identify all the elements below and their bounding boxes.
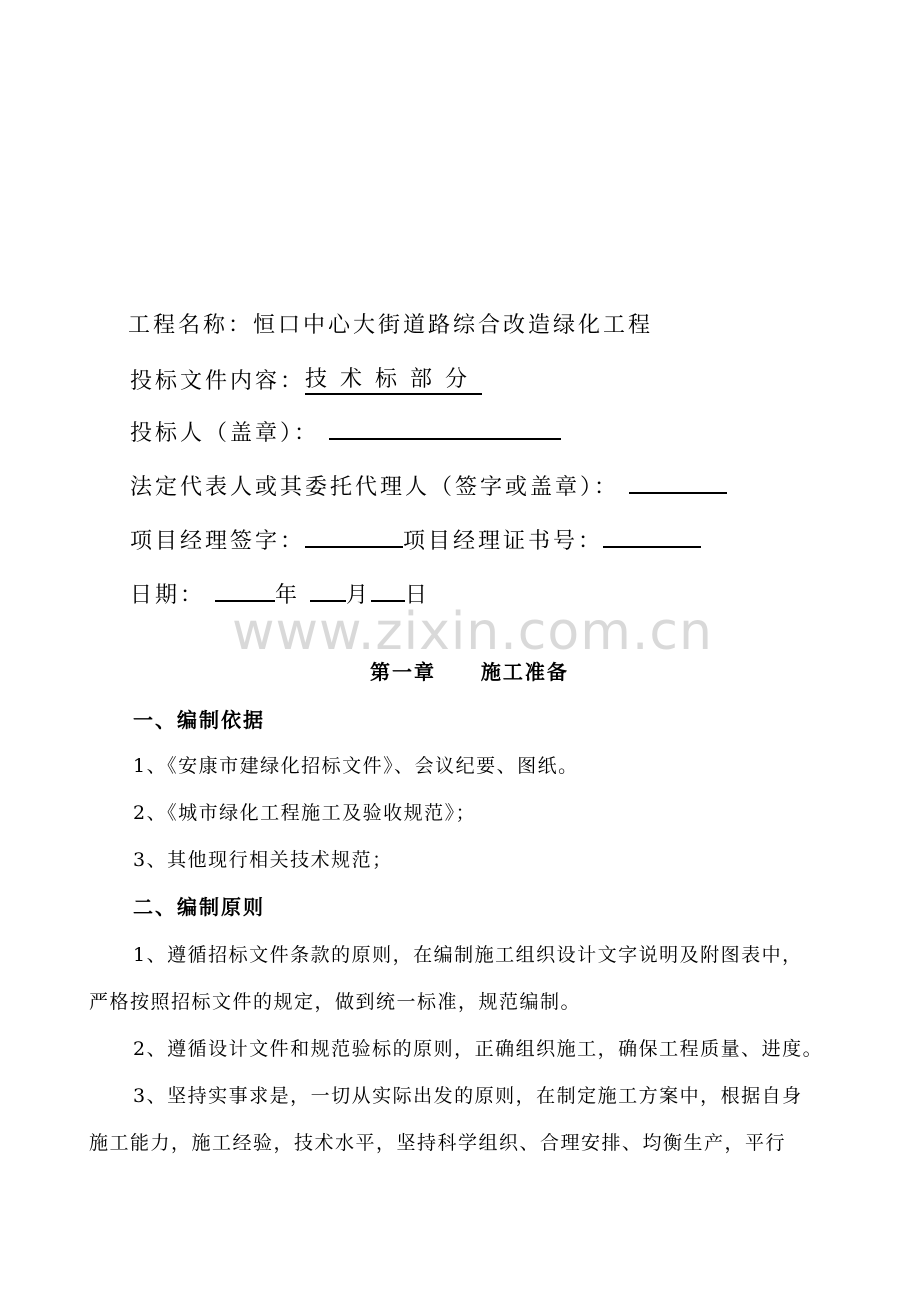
- chapter-title: 第一章 施工准备: [370, 660, 569, 684]
- basis-item-2: 2、《城市绿化工程施工及验收规范》；: [133, 802, 477, 824]
- basis-item-1: 1、《安康市建绿化招标文件》、会议纪要、图纸。: [133, 755, 579, 777]
- legal-rep-signature-blank: [629, 470, 727, 494]
- principle-2: 2、遵循设计文件和规范验标的原则，正确组织施工，确保工程质量、进度。: [133, 1038, 824, 1060]
- year-blank: [215, 578, 275, 602]
- section-heading-principles: 二、编制原则: [133, 895, 265, 919]
- date-label: 日期：: [130, 583, 206, 608]
- principle-1-line-1: 1、遵循招标文件条款的原则，在编制施工组织设计文字说明及附图表中，: [133, 944, 803, 966]
- principle-1-line-2: 严格按照招标文件的规定，做到统一标准，规范编制。: [89, 991, 582, 1013]
- bid-content-label: 投标文件内容：: [130, 369, 306, 394]
- project-name-label: 工程名称：: [128, 313, 254, 338]
- bidder-seal-blank: [329, 416, 561, 440]
- day-blank: [371, 578, 405, 602]
- principle-3-line-1: 3、坚持实事求是，一切从实际出发的原则，在制定施工方案中，根据自身: [133, 1085, 803, 1107]
- bid-content-line: [130, 362, 482, 395]
- month-blank: [310, 578, 346, 602]
- watermark: www.zixin.com.cn: [232, 602, 713, 662]
- bid-content-value: 技 术 标 部 分: [305, 362, 482, 395]
- project-manager-line: [130, 524, 701, 555]
- bidder-label: 投标人（盖章）：: [130, 421, 320, 446]
- bidder-line: [130, 416, 561, 447]
- legal-rep-line: [130, 470, 727, 501]
- pm-sign-blank: [305, 524, 403, 548]
- basis-item-3: 3、其他现行相关技术规范；: [133, 849, 393, 871]
- project-name-line: [128, 308, 653, 339]
- pm-cert-blank: [603, 524, 701, 548]
- year-label: 年: [275, 583, 301, 608]
- principle-3-line-2: 施工能力，施工经验，技术水平，坚持科学组织、合理安排、均衡生产，平行: [89, 1132, 787, 1154]
- section-heading-basis: 一、编制依据: [133, 708, 265, 732]
- day-label: 日: [405, 583, 431, 608]
- pm-cert-label: 项目经理证书号：: [403, 529, 604, 554]
- month-label: 月: [346, 583, 372, 608]
- project-name-value: 恒口中心大街道路综合改造绿化工程: [253, 313, 654, 338]
- pm-sign-label: 项目经理签字：: [130, 529, 306, 554]
- legal-rep-label: 法定代表人或其委托代理人（签字或盖章）：: [130, 475, 620, 500]
